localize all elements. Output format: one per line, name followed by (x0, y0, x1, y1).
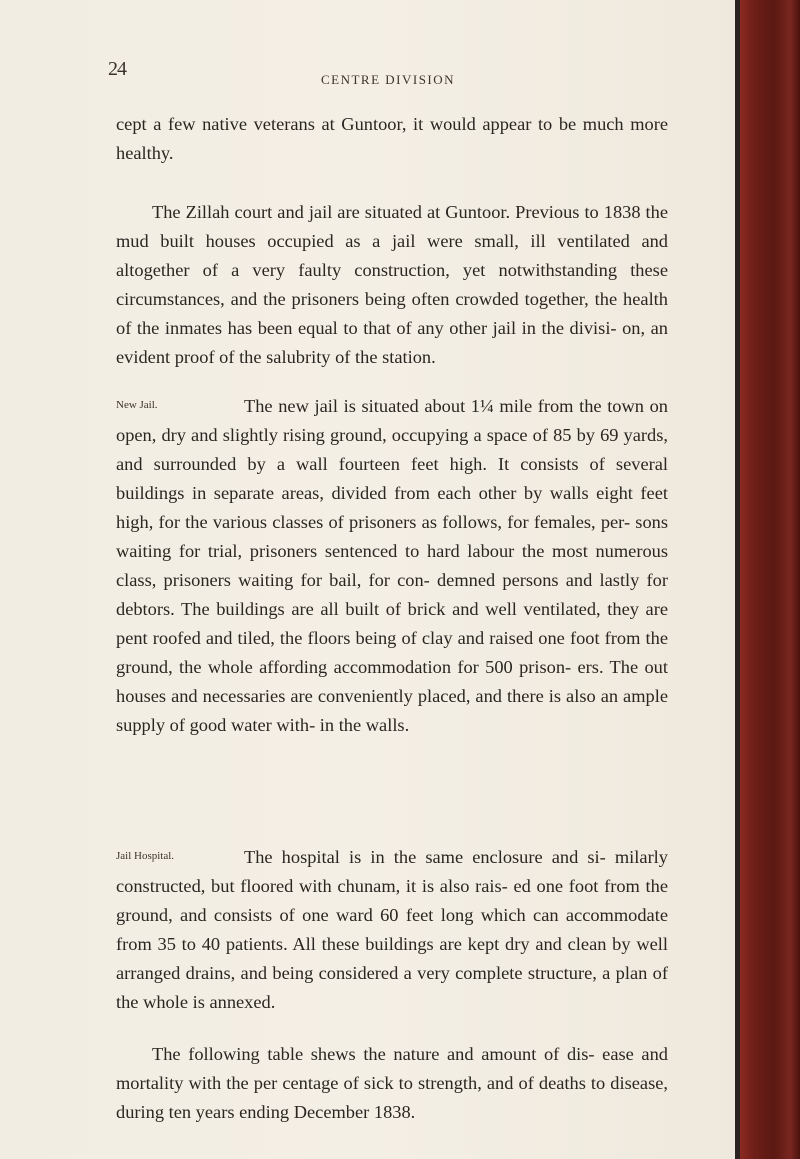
paragraph-new-jail (116, 392, 668, 740)
side-note-jail-hospital: Jail Hospital. (116, 850, 175, 862)
book-binding-edge (735, 0, 800, 1159)
paragraph-new-jail-text: The new jail is situated about 1¼ mile from the town on open, dry and slightly rising ground, occupying a space of 85 by 69 yards, and surrounded by a wall fourteen feet high. It consists of several buildings in separate areas, divided from each other by walls eight feet high, for the various classes of prisoners as follows, for females, per- sons waiting for trial, prisoners sentenced to hard labour the most numerous class, prisoners waiting for bail, for con- demned persons and lastly for debtors. The buildings are all built of brick and well ventilated, they are pent roofed and tiled, the floors being of clay and raised one foot from the ground, the whole affording accommodation for 500 prison- ers. The out houses and necessaries are conveniently placed, and there is also an ample supply of good water with- in the walls. (116, 396, 668, 735)
paragraph-jail-hospital-text: The hospital is in the same enclosure and si- milarly constructed, but floored with chunam, it is also rais- ed one foot from the ground, and consists of one ward 60 feet long which can accommodate from 35 to 40 patients. All these buildings are kept dry and clean by well arranged drains, and being considered a very complete structure, a plan of the whole is annexed. (116, 847, 668, 1012)
paragraph-jail-hospital (116, 843, 668, 1017)
running-head: CENTRE DIVISION (320, 72, 456, 87)
paragraph-zillah-court: The Zillah court and jail are situated at Guntoor. Previous to 1838 the mud built houses occupied as a jail were small, ill ventilated and altogether of a very faulty construction, yet notwithstanding these circumstances, and the prisoners being often crowded together, the health of the inmates has been equal to that of any other jail in the divisi- on, an evident proof of the salubrity of the station. (116, 202, 668, 367)
side-note-new-jail: New Jail. (116, 399, 158, 411)
paragraph-following-table: The following table shews the nature and amount of dis- ease and mortality with the per centage of sick to strength, and of deaths to disease, during ten years ending December 1838. (116, 1044, 668, 1122)
page-number: 24 (108, 58, 126, 80)
paragraph-continuation: cept a few native veterans at Guntoor, it would appear to be much more healthy. (116, 114, 668, 163)
page-header (108, 58, 668, 88)
